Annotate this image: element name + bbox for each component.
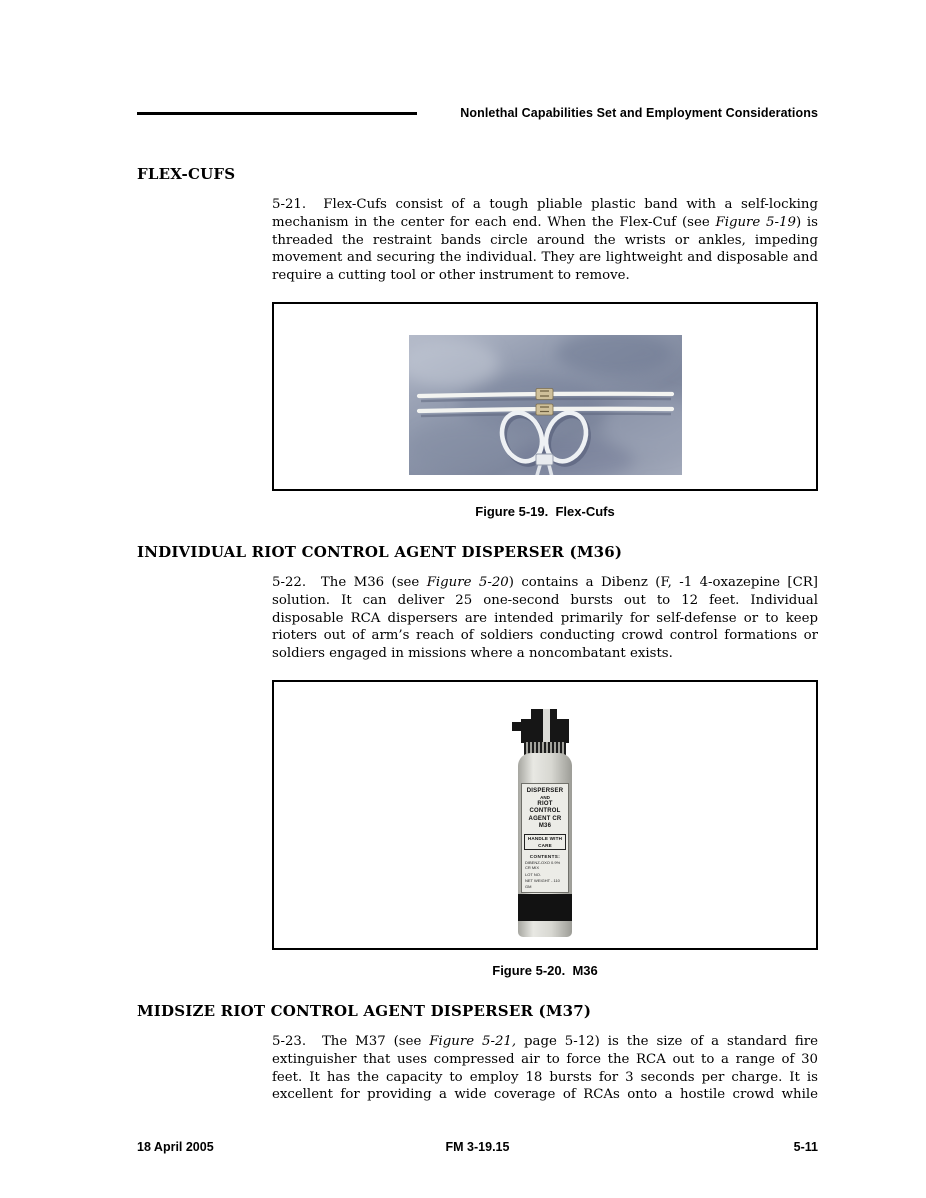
figure-5-20 (272, 680, 818, 978)
strap-buckle-top (536, 388, 553, 399)
loop-buckle (536, 454, 553, 465)
flex-cufs-photo (409, 335, 682, 475)
figure-5-19-reference: Figure 5-19 (715, 214, 796, 230)
canister-label-line: AGENT CR (528, 815, 562, 822)
canister-spout (512, 722, 523, 731)
page-footer (137, 1140, 818, 1154)
figure-5-20-caption: Figure 5-20. M36 (492, 962, 598, 978)
canister-label-line: AND (540, 795, 550, 801)
figure-5-21-reference: Figure 5-21, (429, 1033, 517, 1049)
running-header (137, 106, 818, 120)
footer-date: 18 April 2005 (137, 1140, 214, 1154)
paragraph-5-23-text-cont: page 5-12) is the size of a standard fire extinguisher that uses compressed air to force the RCA out to a range of 30 feet. It has the capacity to employ 18 bursts for 3 seconds per charge. It is excellent for providing a wide coverage of RCAs onto a hostile crowd while (272, 1033, 819, 1103)
canister-label-line: DISPERSER (526, 787, 564, 794)
figure-5-19-box (272, 302, 818, 491)
paragraph-5-23 (272, 1033, 818, 1104)
paragraph-5-21-text-cont: ) is threaded the restraint bands circle around the wrists or ankles, impeding movement and securing the individual. They are lightweight and disposable and require a cutting tool or other instrument to remove. (272, 214, 818, 284)
section-heading-flex-cufs: FLEX-CUFS (137, 165, 236, 183)
running-header-title: Nonlethal Capabilities Set and Employment Considerations (460, 106, 818, 120)
paragraph-5-22-text: 5-22. The M36 (see (272, 574, 427, 590)
header-rule (137, 112, 417, 115)
paragraph-5-22 (272, 574, 818, 663)
canister-label-line: M36 (538, 823, 552, 830)
footer-manual-number: FM 3-19.15 (445, 1140, 510, 1154)
content-column (137, 0, 818, 1104)
canister-nozzle-stripe (543, 709, 550, 743)
footer-page-number: 5-11 (793, 1140, 818, 1154)
section-heading-m36: INDIVIDUAL RIOT CONTROL AGENT DISPERSER (M36) (137, 542, 623, 561)
canister-label-line: RIOT CONTROL (529, 800, 561, 815)
canister-contents-heading: CONTENTS: (529, 853, 561, 859)
figure-5-20-reference: Figure 5-20 (426, 574, 509, 590)
strap-buckle-bottom (536, 404, 553, 415)
canister-body (518, 753, 572, 937)
canister-black-band (518, 894, 572, 921)
paragraph-5-22-text-cont: ) contains a Dibenz (F, -1 4-oxazepine [CR] solution. It can deliver 25 one-second bursts out to 12 feet. Individual disposable RCA dispersers are intended primarily for self-defense or to keep rioters out of arm’s reach of soldiers conducting crowd control formations or soldiers engaged in missions where a noncombatant exists. (272, 574, 818, 662)
figure-5-19 (272, 302, 818, 519)
canister-fine-print: DIBENZ-OXO 0.9% CR MIX (525, 859, 561, 871)
figure-5-19-caption: Figure 5-19. Flex-Cufs (475, 503, 615, 519)
paragraph-5-21-text: 5-21. Flex-Cufs consist of a tough pliable plastic band with a self-locking mechanism in the center for each end. When the Flex-Cuf (see (272, 197, 818, 230)
canister-warning: HANDLE WITH CARE (524, 834, 566, 850)
canister-fine-print: NET WEIGHT - 110 GM (525, 878, 560, 889)
canister-label (521, 783, 569, 893)
figure-5-20-box (272, 680, 818, 950)
m36-canister-photo (517, 709, 573, 937)
paragraph-5-21 (272, 196, 818, 285)
section-heading-m37: MIDSIZE RIOT CONTROL AGENT DISPERSER (M37) (137, 1001, 592, 1020)
canister-fine-print: LOT NO. (525, 871, 541, 877)
paragraph-5-23-text: 5-23. The M37 (see (272, 1033, 430, 1049)
